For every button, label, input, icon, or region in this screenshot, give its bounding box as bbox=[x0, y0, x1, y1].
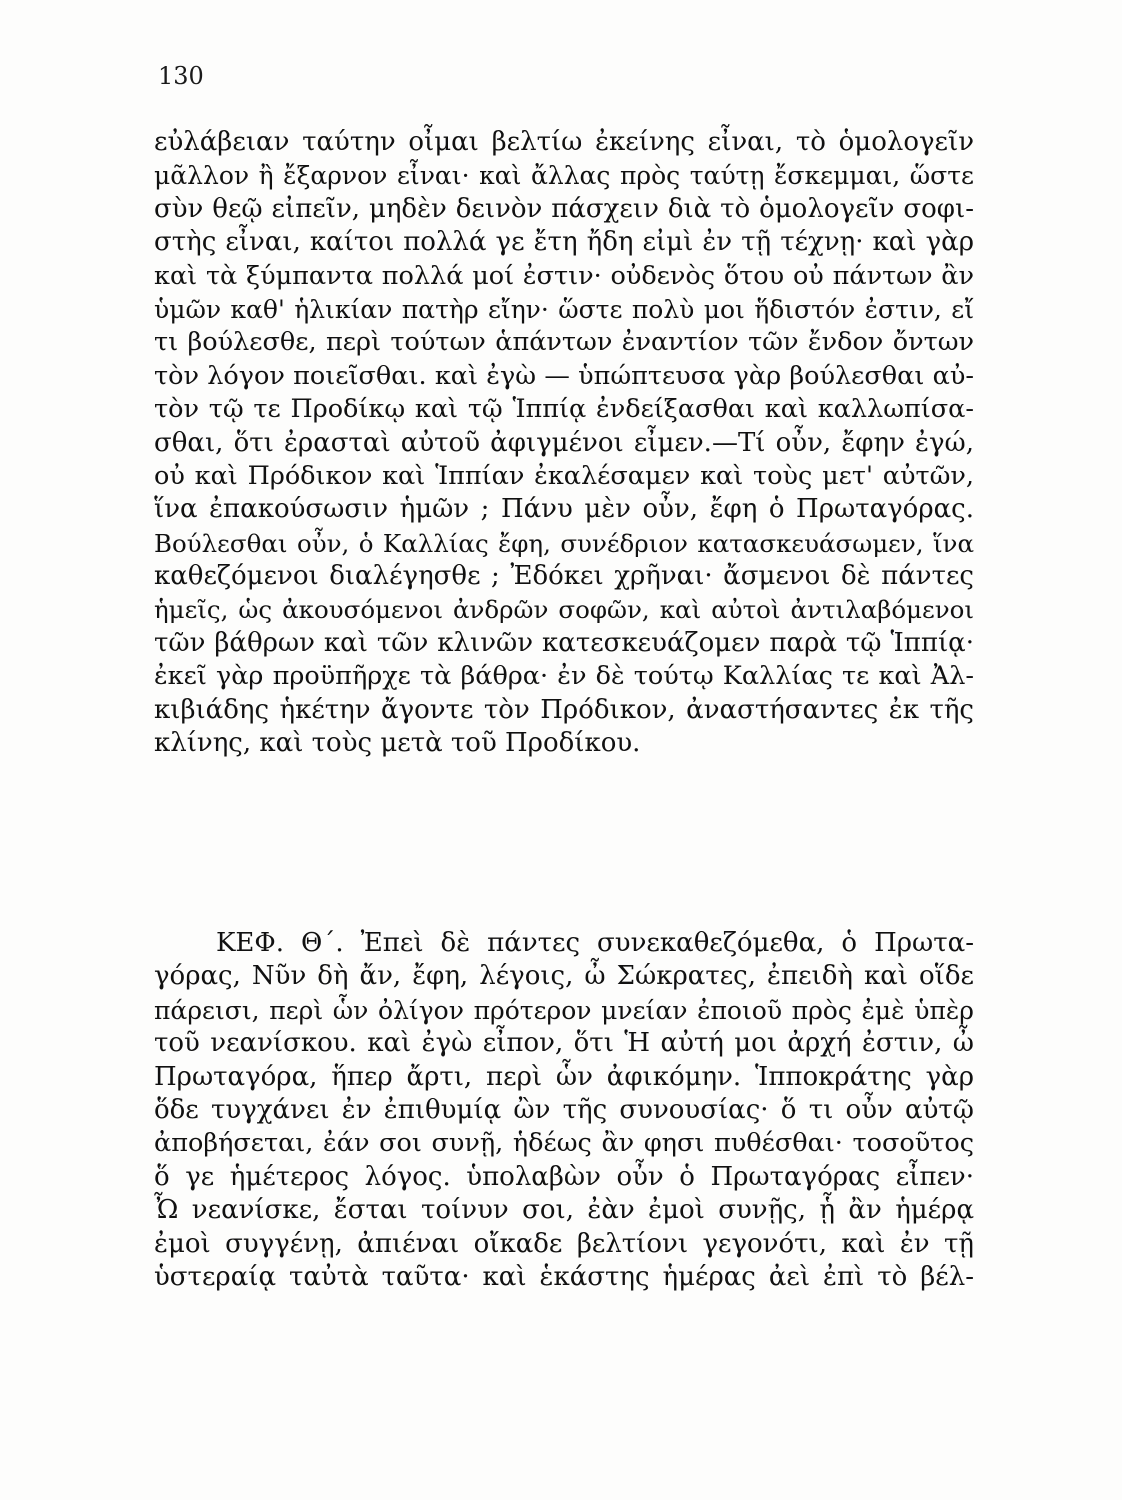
text-line: ἵνα ἐπακούσωσιν ἡμῶν ; Πάνυ μὲν οὖν, ἔφη ὁ Πρωταγόρας. bbox=[154, 494, 974, 525]
text-line: τῶν βάθρων καὶ τῶν κλινῶν κατεσκευάζομεν παρὰ τῷ Ἱππίᾳ· bbox=[154, 627, 974, 658]
text-line: ὅδε τυγχάνει ἐν ἐπιθυμίᾳ ὢν τῆς συνουσίας· ὅ τι οὖν αὐτῷ bbox=[154, 1094, 974, 1125]
text-line: κλίνης, καὶ τοὺς μετὰ τοῦ Προδίκου. bbox=[154, 728, 641, 759]
text-line: ὅ γε ἡμέτερος λόγος. ὑπολαβὼν οὖν ὁ Πρωταγόρας εἶπεν· bbox=[154, 1161, 974, 1192]
text-line: τὸν τῷ τε Προδίκῳ καὶ τῷ Ἱππίᾳ ἐνδείξασθαι καὶ καλλωπίσα- bbox=[154, 394, 974, 425]
text-line: τι βούλεσθε, περὶ τούτων ἁπάντων ἐναντίον τῶν ἔνδον ὄντων bbox=[154, 327, 974, 358]
text-line: ἐμοὶ συγγένῃ, ἀπιέναι οἴκαδε βελτίονι γεγονότι, καὶ ἐν τῇ bbox=[154, 1228, 974, 1259]
text-line: σθαι, ὅτι ἐρασταὶ αὐτοῦ ἀφιγμένοι εἶμεν.—Τί οὖν, ἔφην ἐγώ, bbox=[154, 427, 974, 458]
text-line: οὐ καὶ Πρόδικον καὶ Ἱππίαν ἐκαλέσαμεν καὶ τοὺς μετ' αὐτῶν, bbox=[154, 460, 974, 491]
text-line: Πρωταγόρα, ἥπερ ἄρτι, περὶ ὧν ἀφικόμην. Ἱπποκράτης γὰρ bbox=[154, 1061, 974, 1092]
text-line: σὺν θεῷ εἰπεῖν, μηδὲν δεινὸν πάσχειν διὰ τὸ ὁμολογεῖν σοφι- bbox=[154, 193, 974, 224]
paragraph-1 bbox=[154, 126, 974, 760]
text-line: Ὦ νεανίσκε, ἔσται τοίνυν σοι, ἐὰν ἐμοὶ συνῇς, ᾗ ἂν ἡμέρᾳ bbox=[154, 1195, 974, 1226]
text-line: τὸν λόγον ποιεῖσθαι. καὶ ἐγὼ — ὑπώπτευσα γὰρ βούλεσθαι αὐ- bbox=[154, 360, 974, 391]
text-line: ἡμεῖς, ὡς ἀκουσόμενοι ἀνδρῶν σοφῶν, καὶ αὐτοὶ ἀντιλαβόμενοι bbox=[154, 595, 974, 625]
text-line: ὑστεραίᾳ ταὐτὰ ταῦτα· καὶ ἑκάστης ἡμέρας ἀεὶ ἐπὶ τὸ βέλ- bbox=[154, 1261, 974, 1292]
paragraph-2 bbox=[154, 927, 974, 1294]
text-line: Βούλεσθαι οὖν, ὁ Καλλίας ἔφη, συνέδριον κατασκευάσωμεν, ἵνα bbox=[154, 528, 974, 558]
text-line: καὶ τὰ ξύμπαντα πολλά μοί ἐστιν· οὐδενὸς ὅτου οὐ πάντων ἂν bbox=[154, 260, 974, 291]
text-line: ΚΕΦ. Θ΄. Ἐπεὶ δὲ πάντες συνεκαθεζόμεθα, ὁ Πρωτα- bbox=[216, 928, 974, 958]
text-line: καθεζόμενοι διαλέγησθε ; Ἐδόκει χρῆναι· ἄσμενοι δὲ πάντες bbox=[154, 561, 974, 592]
text-line: τοῦ νεανίσκου. καὶ ἐγὼ εἶπον, ὅτι Ἡ αὐτή μοι ἀρχή ἐστιν, ὦ bbox=[154, 1028, 974, 1059]
text-line: στὴς εἶναι, καίτοι πολλά γε ἔτη ἤδη εἰμὶ ἐν τῇ τέχνῃ· καὶ γὰρ bbox=[154, 227, 974, 258]
text-line: εὐλάβειαν ταύτην οἶμαι βελτίω ἐκείνης εἶναι, τὸ ὁμολογεῖν bbox=[154, 127, 974, 157]
text-line: ἀποβήσεται, ἐάν σοι συνῇ, ἡδέως ἂν φησι πυθέσθαι· τοσοῦτος bbox=[154, 1128, 974, 1159]
text-line: κιβιάδης ἡκέτην ἄγοντε τὸν Πρόδικον, ἀναστήσαντες ἐκ τῆς bbox=[154, 694, 974, 725]
text-line: ὑμῶν καθ' ἡλικίαν πατὴρ εἴην· ὥστε πολὺ μοι ἥδιστόν ἐστιν, εἴ bbox=[154, 294, 974, 324]
text-line: πάρεισι, περὶ ὧν ὀλίγον πρότερον μνείαν ἐποιοῦ πρὸς ἐμὲ ὑπὲρ bbox=[154, 995, 974, 1025]
text-line: μᾶλλον ἢ ἔξαρνον εἶναι· καὶ ἄλλας πρὸς ταύτῃ ἔσκεμμαι, ὥστε bbox=[154, 161, 974, 191]
text-line: γόρας, Νῦν δὴ ἄν, ἔφη, λέγοις, ὦ Σώκρατες, ἐπειδὴ καὶ οἵδε bbox=[154, 961, 974, 992]
page-number: 130 bbox=[158, 62, 204, 90]
text-line: ἐκεῖ γὰρ προϋπῆρχε τὰ βάθρα· ἐν δὲ τούτῳ Καλλίας τε καὶ Ἀλ- bbox=[154, 661, 974, 692]
